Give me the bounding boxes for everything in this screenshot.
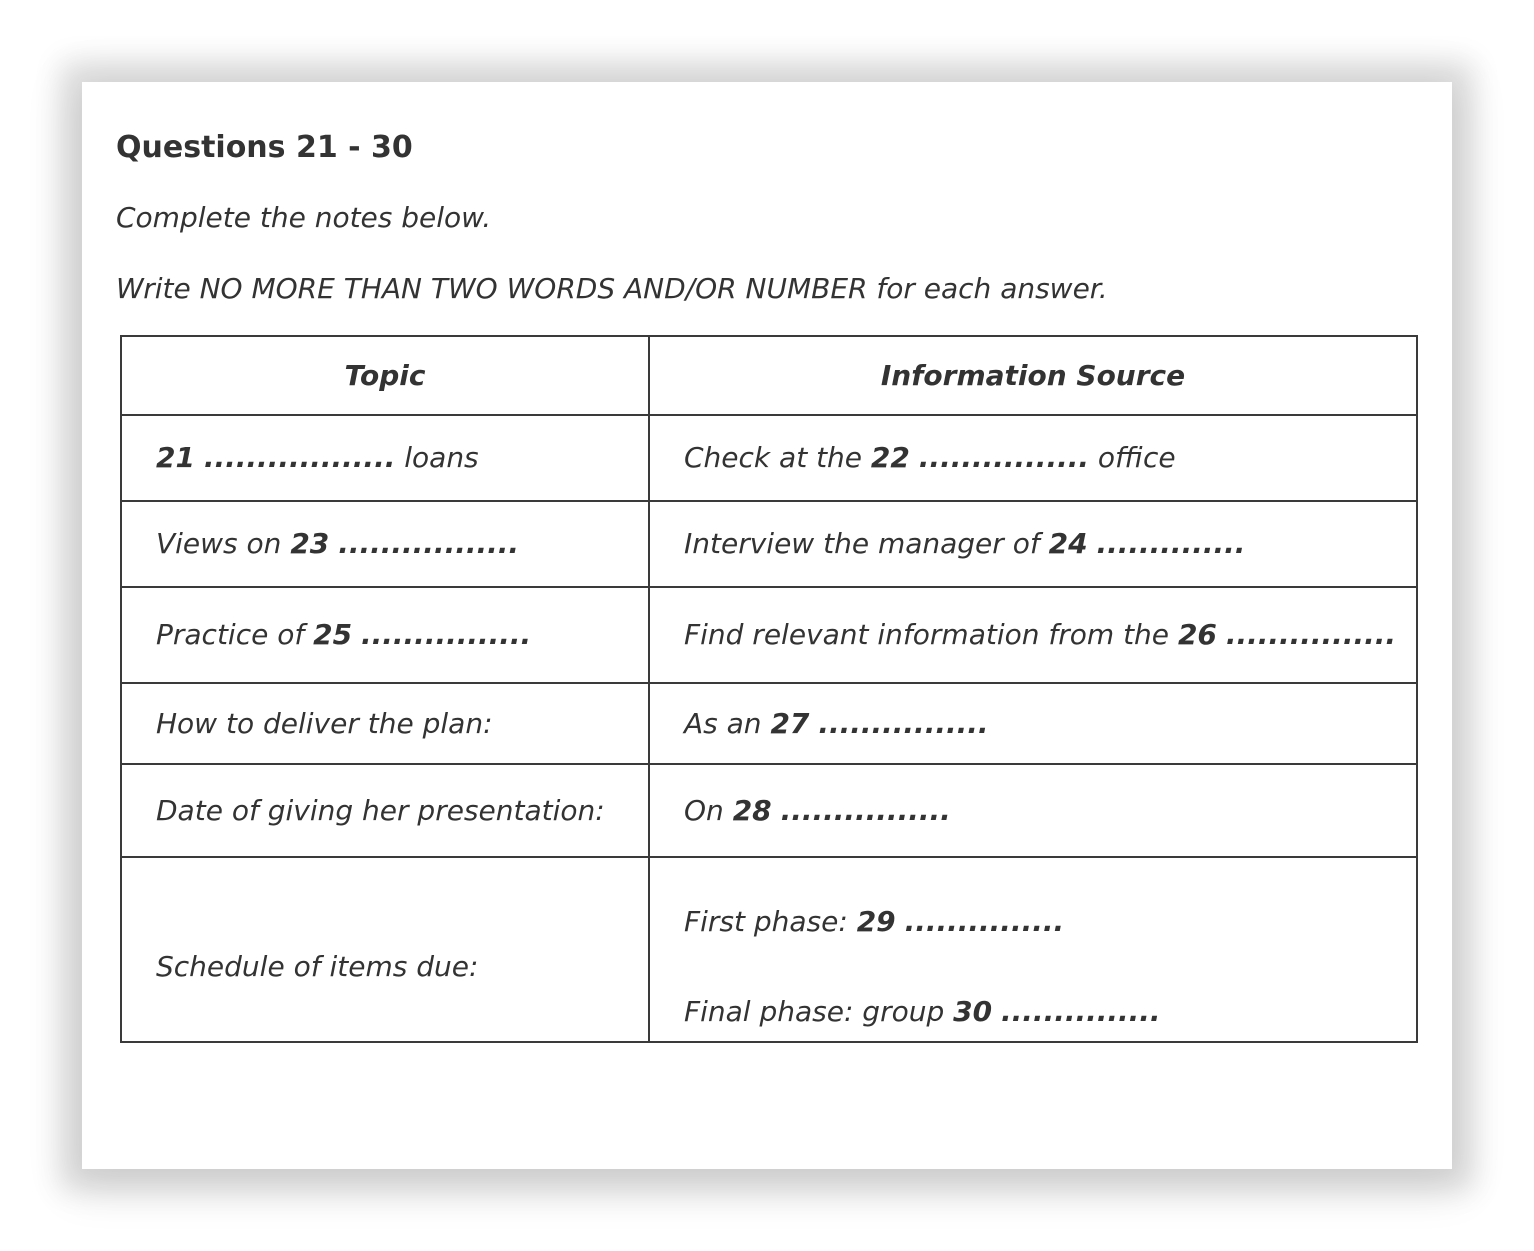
answer-gap[interactable]: ................ <box>361 618 532 651</box>
cell-text: Check at the <box>684 441 871 474</box>
cell-text: Views on <box>156 527 291 560</box>
source-cell <box>649 857 1417 1042</box>
topic-cell <box>121 587 649 683</box>
answer-gap[interactable]: ................ <box>1225 618 1396 651</box>
first-phase-line <box>684 905 1064 938</box>
cell-text: Practice of <box>156 618 314 651</box>
table-row <box>121 857 1417 1042</box>
question-number: 24 <box>1048 527 1088 560</box>
table-row <box>121 415 1417 501</box>
final-phase-line <box>684 994 1416 1030</box>
cell-text: As an <box>684 706 771 740</box>
cell-text: office <box>1088 441 1176 474</box>
answer-gap[interactable]: ................ <box>780 793 951 827</box>
source-cell <box>649 501 1417 587</box>
question-number: 29 <box>856 904 896 938</box>
source-cell <box>649 764 1417 857</box>
cell-text: Find relevant information from the <box>684 618 1178 651</box>
answer-gap[interactable]: ............... <box>1001 994 1161 1028</box>
cell-text: loans <box>395 441 479 474</box>
cell-text: Final phase: group <box>684 994 954 1028</box>
question-number: 21 <box>156 441 195 474</box>
question-number: 26 <box>1177 618 1217 651</box>
cell-text: First phase: <box>684 904 857 938</box>
notes-table <box>120 335 1418 1043</box>
table-row <box>121 501 1417 587</box>
table-header-row <box>121 336 1417 415</box>
cell-text: Interview the manager of <box>684 527 1049 560</box>
source-cell <box>649 415 1417 501</box>
answer-gap[interactable]: .................. <box>203 441 396 474</box>
question-number: 22 <box>870 441 910 474</box>
topic-cell <box>121 501 649 587</box>
instruction-complete-notes: Complete the notes below. <box>116 201 492 234</box>
topic-cell: How to deliver the plan: <box>121 683 649 764</box>
answer-gap[interactable]: ................ <box>818 706 989 740</box>
answer-gap[interactable]: ................ <box>918 441 1089 474</box>
question-number: 27 <box>770 706 810 740</box>
header-topic: Topic <box>121 336 649 415</box>
question-number: 25 <box>313 618 353 651</box>
instruction-word-limit: Write NO MORE THAN TWO WORDS AND/OR NUMBER for each answer. <box>116 272 1108 305</box>
answer-gap[interactable]: ................. <box>338 527 520 560</box>
topic-cell <box>121 415 649 501</box>
answer-gap[interactable]: ............... <box>904 904 1065 938</box>
question-number: 30 <box>953 994 993 1028</box>
section-title: Questions 21 - 30 <box>116 130 413 165</box>
question-number: 23 <box>290 527 330 560</box>
answer-gap[interactable]: .............. <box>1096 527 1246 560</box>
topic-cell: Schedule of items due: <box>121 857 649 1042</box>
source-cell <box>649 683 1417 764</box>
topic-cell: Date of giving her presentation: <box>121 764 649 857</box>
question-card <box>82 82 1452 1169</box>
table-row <box>121 587 1417 683</box>
question-number: 28 <box>732 793 772 827</box>
source-cell <box>649 587 1417 683</box>
header-information-source: Information Source <box>649 336 1417 415</box>
table-row <box>121 764 1417 857</box>
table-row <box>121 683 1417 764</box>
cell-text: On <box>684 793 733 827</box>
